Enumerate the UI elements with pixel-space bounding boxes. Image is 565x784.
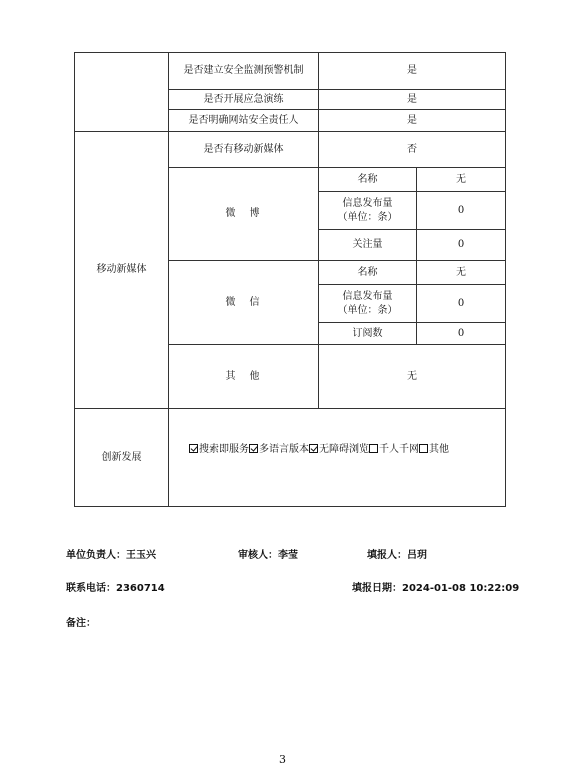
innovation-options — [169, 409, 506, 507]
new-media-section-label: 移动新媒体 — [75, 132, 169, 409]
wechat-posts-value: 0 — [417, 285, 506, 323]
option-multilingual: 多语言版本 — [259, 444, 309, 455]
wechat-subscribers-value: 0 — [417, 323, 506, 345]
drill-label: 是否开展应急演练 — [169, 90, 319, 110]
weibo-name-value: 无 — [417, 168, 506, 192]
weibo-posts-label — [319, 192, 417, 230]
filler: 填报人：吕玥 — [367, 550, 427, 561]
wechat-name-label: 名称 — [319, 261, 417, 285]
has-mobile-value: 否 — [319, 132, 506, 168]
report-table — [74, 52, 506, 507]
other-value: 无 — [319, 345, 506, 409]
monitoring-label: 是否建立安全监测预警机制 — [169, 53, 319, 90]
weibo-name-label: 名称 — [319, 168, 417, 192]
contact-phone: 联系电话：2360714 — [66, 583, 165, 594]
drill-value: 是 — [319, 90, 506, 110]
innovation-label: 创新发展 — [75, 409, 169, 507]
option-accessibility: 无障碍浏览 — [319, 444, 369, 455]
wechat-subscribers-label: 订阅数 — [319, 323, 417, 345]
weibo-followers-value: 0 — [417, 230, 506, 261]
wechat-posts-label-line2: （单位：条） — [337, 304, 398, 316]
page-number: 3 — [279, 753, 286, 766]
weibo-posts-label-line2: （单位：条） — [337, 211, 398, 223]
checkbox-checked-icon[interactable] — [309, 444, 318, 453]
checkbox-unchecked-icon[interactable] — [369, 444, 378, 453]
blank-section-cell — [75, 53, 169, 132]
remarks-label: 备注： — [66, 618, 96, 629]
option-other: 其他 — [429, 444, 449, 455]
wechat-label: 微 信 — [169, 261, 319, 345]
option-personalized: 千人千网 — [379, 444, 419, 455]
unit-head: 单位负责人：王玉兴 — [66, 550, 156, 561]
responsible-label: 是否明确网站安全责任人 — [169, 110, 319, 132]
checkbox-checked-icon[interactable] — [249, 444, 258, 453]
weibo-posts-label-line1: 信息发布量 — [342, 197, 393, 209]
weibo-label: 微 博 — [169, 168, 319, 261]
innovation-options-line — [189, 444, 449, 455]
fill-date: 填报日期：2024-01-08 10:22:09 — [352, 583, 520, 594]
checkbox-unchecked-icon[interactable] — [419, 444, 428, 453]
has-mobile-label: 是否有移动新媒体 — [169, 132, 319, 168]
wechat-posts-label — [319, 285, 417, 323]
weibo-posts-value: 0 — [417, 192, 506, 230]
wechat-name-value: 无 — [417, 261, 506, 285]
responsible-value: 是 — [319, 110, 506, 132]
monitoring-value: 是 — [319, 53, 506, 90]
wechat-posts-label-line1: 信息发布量 — [342, 290, 393, 302]
option-search-service: 搜索即服务 — [199, 444, 249, 455]
weibo-followers-label: 关注量 — [319, 230, 417, 261]
checkbox-checked-icon[interactable] — [189, 444, 198, 453]
reviewer: 审核人：李莹 — [238, 550, 298, 561]
other-label: 其 他 — [169, 345, 319, 409]
